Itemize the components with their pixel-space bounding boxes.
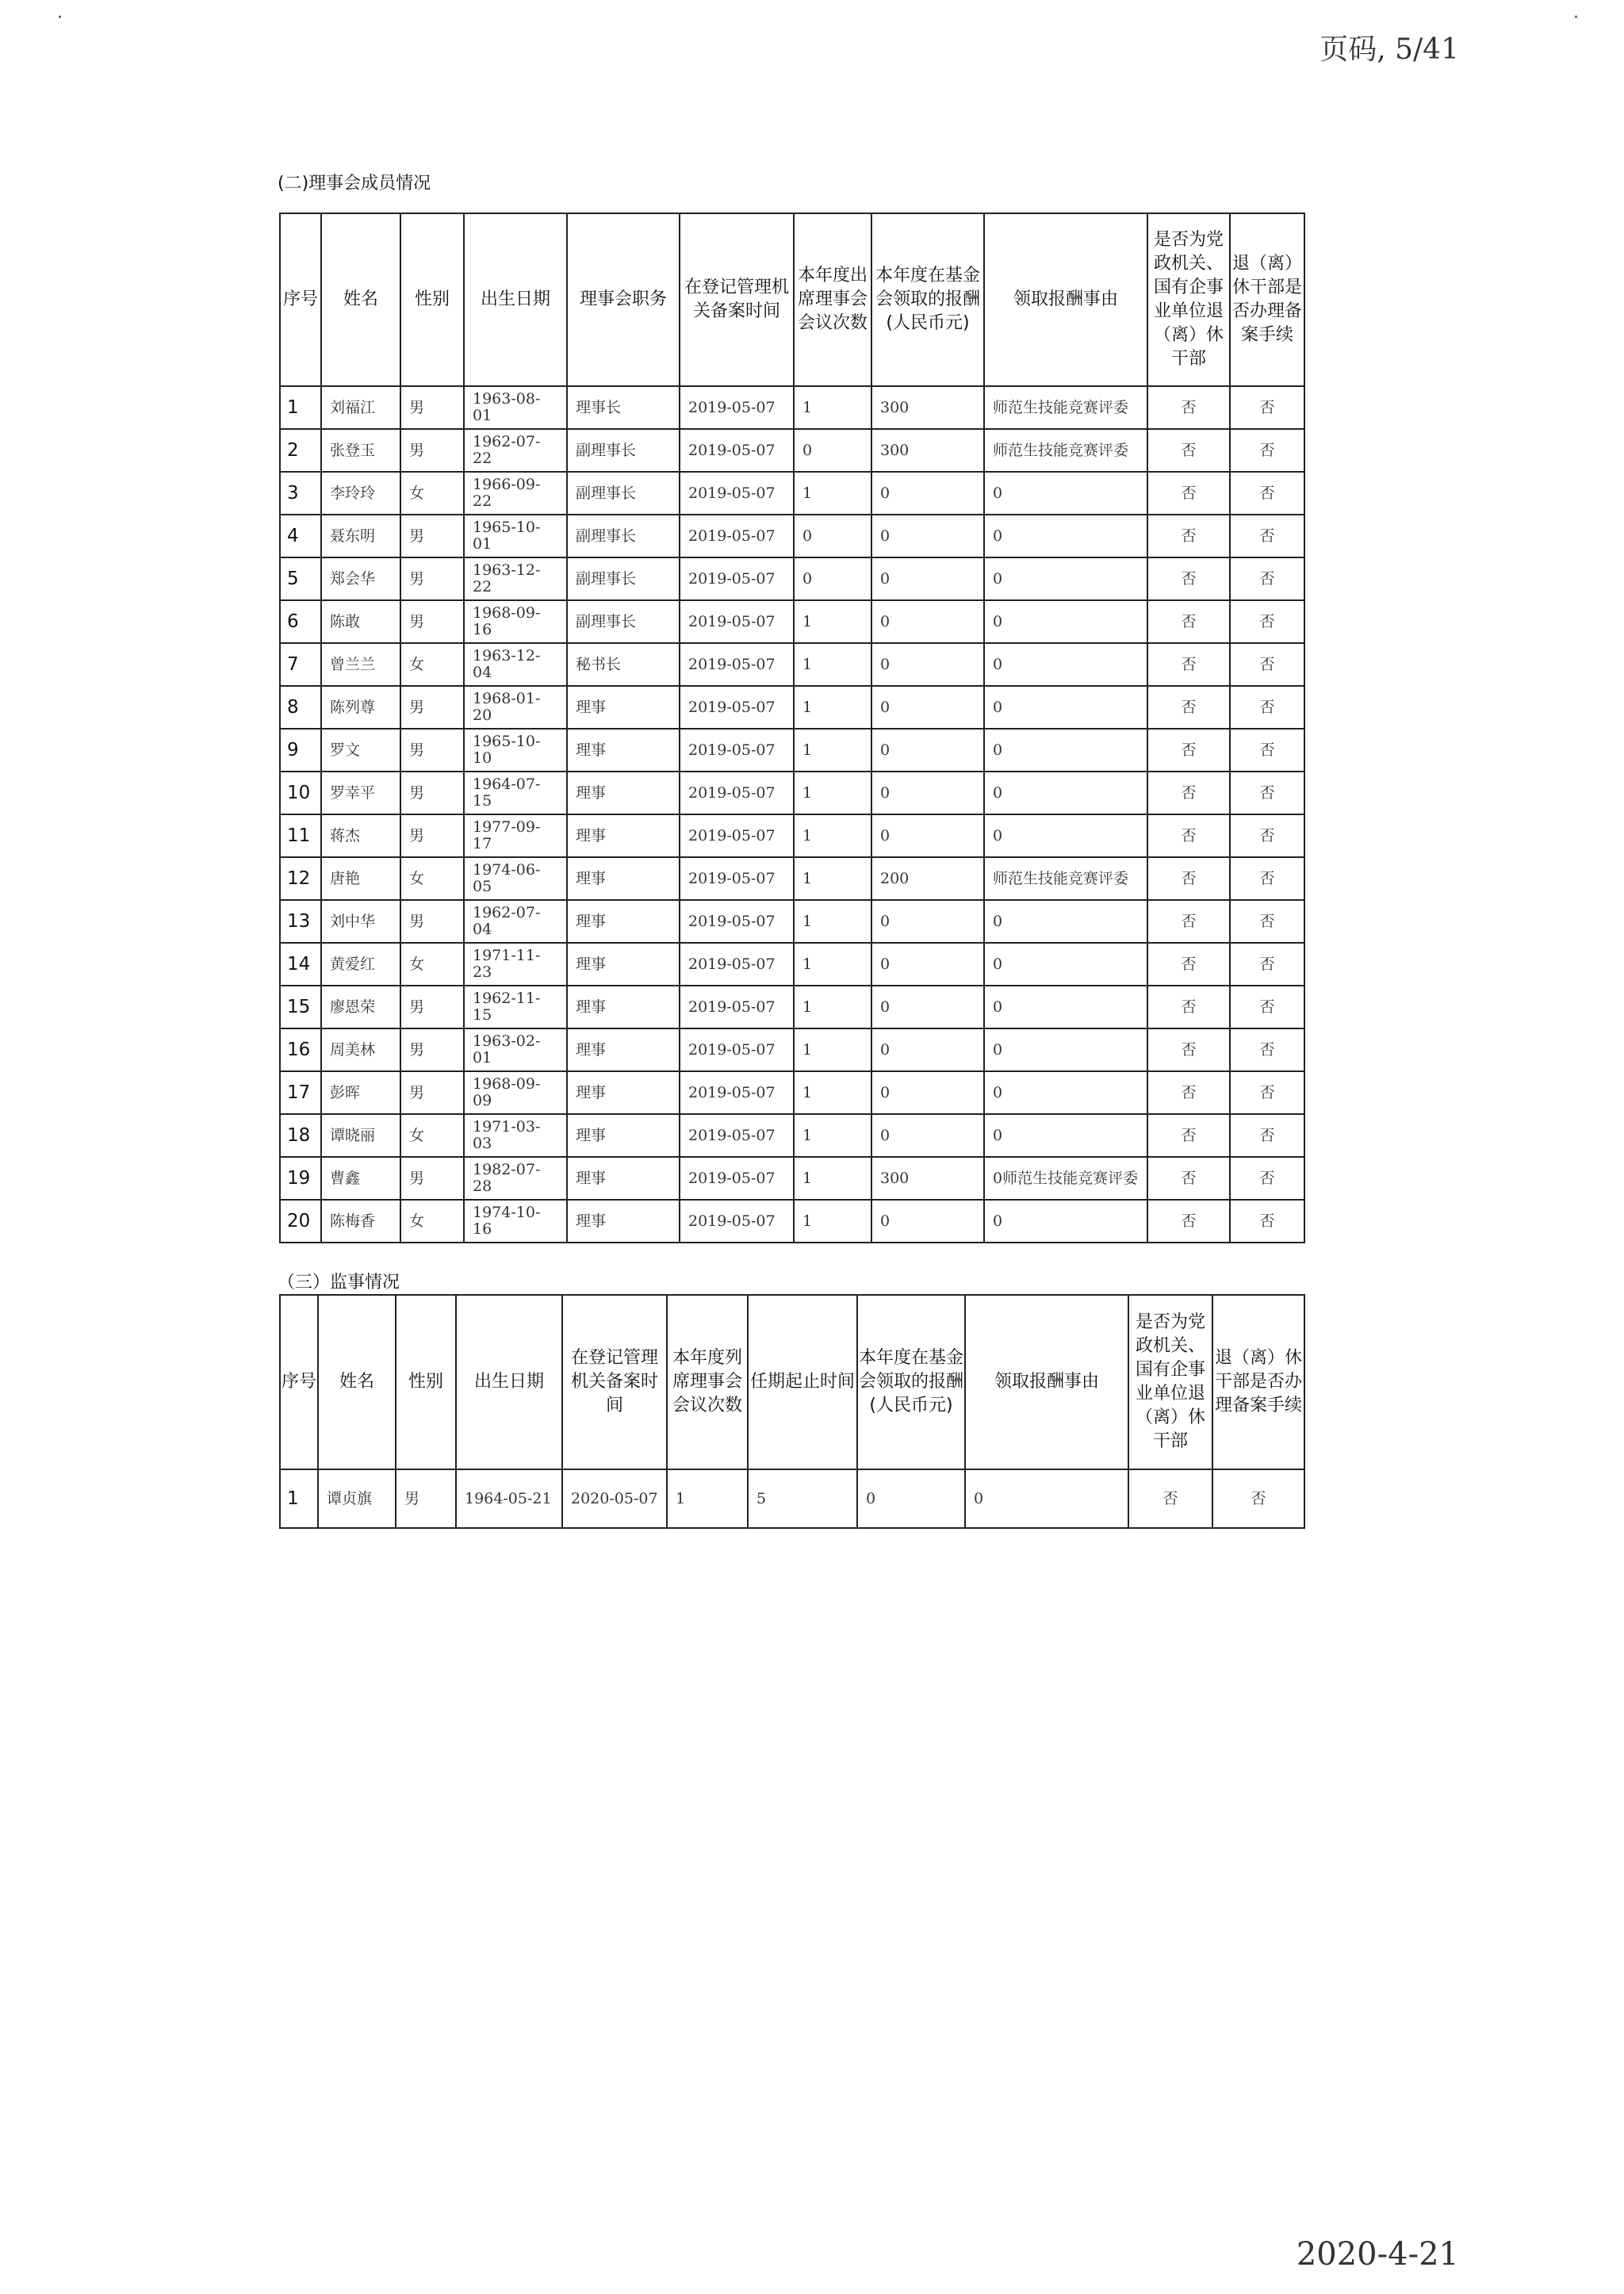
cell-pay: 0 [871,557,984,600]
cell-retired: 否 [1147,515,1230,557]
cell-role: 理事 [567,857,680,900]
cell-pay: 0 [871,900,984,943]
table-row [280,986,1304,1028]
cell-filed: 2019-05-07 [680,814,794,857]
cell-no: 19 [280,1157,321,1200]
cell-retired: 否 [1147,429,1230,472]
cell-filed: 2019-05-07 [680,900,794,943]
cell-birth: 1977-09-17 [464,814,567,857]
cell-name: 陈列尊 [321,686,400,729]
cell-reason: 0 [984,1071,1147,1114]
cell-filed: 2019-05-07 [680,986,794,1028]
cell-pay: 0 [871,1114,984,1157]
cell-filing: 否 [1230,1157,1304,1200]
cell-filed: 2019-05-07 [680,600,794,643]
column-header: 在登记管理机关备案时间 [680,213,794,386]
cell-retired: 否 [1147,943,1230,986]
column-header: 本年度在基金会领取的报酬(人民币元) [857,1295,965,1469]
cell-meetings: 1 [794,600,871,643]
scan-corner-mark: · [57,8,63,28]
cell-role: 理事 [567,900,680,943]
cell-gender: 男 [400,1157,464,1200]
cell-meetings: 1 [794,1200,871,1243]
cell-no: 10 [280,772,321,814]
table-row [280,900,1304,943]
cell-filed: 2019-05-07 [680,686,794,729]
cell-role: 理事 [567,1028,680,1071]
supervisor-header-row [280,1295,1304,1469]
cell-pay: 0 [871,943,984,986]
cell-reason: 0 [984,1028,1147,1071]
cell-gender: 女 [400,643,464,686]
cell-retired: 否 [1128,1469,1212,1528]
table-row [280,600,1304,643]
cell-reason: 0 [965,1469,1128,1528]
cell-name: 周美林 [321,1028,400,1071]
cell-filed: 2019-05-07 [680,1114,794,1157]
cell-pay: 200 [871,857,984,900]
cell-filing: 否 [1230,943,1304,986]
cell-pay: 0 [871,472,984,515]
cell-filing: 否 [1230,1114,1304,1157]
cell-filing: 否 [1230,900,1304,943]
cell-pay: 300 [871,429,984,472]
cell-reason: 0 [984,1200,1147,1243]
cell-no: 15 [280,986,321,1028]
cell-filing: 否 [1230,814,1304,857]
cell-reason: 0 [984,643,1147,686]
cell-gender: 男 [400,900,464,943]
cell-pay: 0 [871,1071,984,1114]
cell-gender: 男 [400,686,464,729]
cell-role: 秘书长 [567,643,680,686]
board-section-title: (二)理事会成员情况 [278,174,431,193]
cell-no: 5 [280,557,321,600]
cell-meetings: 1 [794,1157,871,1200]
column-header: 在登记管理机关备案时间 [562,1295,667,1469]
cell-reason: 0 [984,814,1147,857]
cell-retired: 否 [1147,600,1230,643]
cell-birth: 1971-03-03 [464,1114,567,1157]
table-row [280,1114,1304,1157]
cell-gender: 男 [400,1071,464,1114]
column-header: 出生日期 [456,1295,562,1469]
cell-retired: 否 [1147,386,1230,429]
cell-gender: 女 [400,943,464,986]
cell-name: 黄爱红 [321,943,400,986]
cell-pay: 300 [871,386,984,429]
cell-name: 蒋杰 [321,814,400,857]
cell-reason: 0 [984,686,1147,729]
cell-pay: 0 [857,1469,965,1528]
column-header: 序号 [280,213,321,386]
cell-reason: 0 [984,986,1147,1028]
column-header: 理事会职务 [567,213,680,386]
cell-gender: 男 [400,986,464,1028]
cell-meetings: 1 [794,729,871,772]
column-header: 是否为党政机关、国有企事业单位退（离）休干部 [1147,213,1230,386]
cell-meetings: 0 [794,557,871,600]
cell-no: 8 [280,686,321,729]
cell-birth: 1968-01-20 [464,686,567,729]
cell-pay: 0 [871,643,984,686]
board-header-row [280,213,1304,386]
cell-retired: 否 [1147,1071,1230,1114]
table-row [280,515,1304,557]
cell-role: 理事长 [567,386,680,429]
cell-birth: 1964-05-21 [456,1469,562,1528]
column-header: 出生日期 [464,213,567,386]
cell-filing: 否 [1230,557,1304,600]
cell-gender: 男 [400,772,464,814]
cell-no: 4 [280,515,321,557]
cell-name: 李玲玲 [321,472,400,515]
cell-retired: 否 [1147,643,1230,686]
cell-meetings: 1 [794,900,871,943]
cell-birth: 1963-08-01 [464,386,567,429]
cell-name: 曾兰兰 [321,643,400,686]
cell-name: 陈梅香 [321,1200,400,1243]
cell-filing: 否 [1230,386,1304,429]
cell-no: 14 [280,943,321,986]
cell-no: 16 [280,1028,321,1071]
cell-role: 理事 [567,1114,680,1157]
cell-role: 副理事长 [567,557,680,600]
column-header: 退（离）休干部是否办理备案手续 [1230,213,1304,386]
table-row [280,814,1304,857]
cell-role: 理事 [567,1157,680,1200]
column-header: 本年度在基金会领取的报酬(人民币元) [871,213,984,386]
cell-gender: 女 [400,472,464,515]
cell-reason: 0 [984,515,1147,557]
cell-name: 张登玉 [321,429,400,472]
cell-reason: 师范生技能竞赛评委 [984,386,1147,429]
cell-retired: 否 [1147,557,1230,600]
column-header: 领取报酬事由 [984,213,1147,386]
cell-reason: 0 [984,600,1147,643]
scan-corner-mark: · [1573,8,1579,28]
cell-filed: 2019-05-07 [680,557,794,600]
supervisor-section-title: （三）监事情况 [278,1273,400,1293]
cell-birth: 1962-07-04 [464,900,567,943]
cell-no: 18 [280,1114,321,1157]
table-row [280,943,1304,986]
cell-role: 理事 [567,772,680,814]
cell-filed: 2019-05-07 [680,943,794,986]
cell-reason: 0 [984,557,1147,600]
cell-name: 唐艳 [321,857,400,900]
cell-no: 12 [280,857,321,900]
cell-role: 副理事长 [567,600,680,643]
table-row [280,557,1304,600]
column-header: 性别 [400,213,464,386]
cell-filing: 否 [1230,515,1304,557]
cell-name: 曹鑫 [321,1157,400,1200]
cell-no: 6 [280,600,321,643]
cell-meetings: 0 [794,429,871,472]
cell-no: 3 [280,472,321,515]
cell-filing: 否 [1230,772,1304,814]
cell-meetings: 1 [794,472,871,515]
column-header: 领取报酬事由 [965,1295,1128,1469]
cell-filed: 2019-05-07 [680,857,794,900]
cell-role: 副理事长 [567,472,680,515]
table-row [280,1469,1304,1528]
cell-gender: 女 [400,857,464,900]
cell-birth: 1971-11-23 [464,943,567,986]
footer-date: 2020-4-21 [1296,2236,1459,2273]
cell-birth: 1962-07-22 [464,429,567,472]
cell-meetings: 0 [794,515,871,557]
cell-role: 理事 [567,1071,680,1114]
cell-filing: 否 [1212,1469,1304,1528]
cell-name: 聂东明 [321,515,400,557]
cell-reason: 师范生技能竞赛评委 [984,857,1147,900]
cell-name: 罗文 [321,729,400,772]
cell-pay: 0 [871,814,984,857]
cell-no: 17 [280,1071,321,1114]
cell-birth: 1982-07-28 [464,1157,567,1200]
cell-filing: 否 [1230,857,1304,900]
cell-role: 理事 [567,986,680,1028]
cell-meetings: 1 [794,857,871,900]
cell-birth: 1962-11-15 [464,986,567,1028]
column-header: 退（离）休干部是否办理备案手续 [1212,1295,1304,1469]
cell-retired: 否 [1147,1157,1230,1200]
cell-gender: 男 [400,429,464,472]
cell-reason: 0 [984,772,1147,814]
cell-gender: 男 [400,515,464,557]
board-body [280,386,1304,1243]
cell-birth: 1965-10-10 [464,729,567,772]
cell-no: 13 [280,900,321,943]
cell-meetings: 1 [794,814,871,857]
cell-birth: 1968-09-16 [464,600,567,643]
cell-filed: 2019-05-07 [680,729,794,772]
supervisor-body [280,1469,1304,1528]
cell-filing: 否 [1230,429,1304,472]
cell-reason: 0 [984,900,1147,943]
cell-gender: 男 [400,729,464,772]
table-row [280,643,1304,686]
cell-gender: 女 [400,1200,464,1243]
supervisors-table [279,1294,1305,1529]
column-header: 是否为党政机关、国有企事业单位退（离）休干部 [1128,1295,1212,1469]
cell-birth: 1966-09-22 [464,472,567,515]
cell-birth: 1963-12-04 [464,643,567,686]
cell-birth: 1974-06-05 [464,857,567,900]
table-row [280,857,1304,900]
cell-filing: 否 [1230,686,1304,729]
cell-filing: 否 [1230,643,1304,686]
cell-role: 理事 [567,1200,680,1243]
cell-filed: 2019-05-07 [680,1071,794,1114]
cell-filed: 2019-05-07 [680,643,794,686]
table-row [280,429,1304,472]
cell-gender: 男 [400,1028,464,1071]
column-header: 性别 [396,1295,456,1469]
cell-name: 陈敢 [321,600,400,643]
table-row [280,472,1304,515]
cell-name: 罗幸平 [321,772,400,814]
table-row [280,772,1304,814]
cell-birth: 1963-12-22 [464,557,567,600]
cell-gender: 男 [400,814,464,857]
cell-reason: 0 [984,943,1147,986]
cell-filing: 否 [1230,600,1304,643]
table-row [280,386,1304,429]
cell-filed: 2019-05-07 [680,1028,794,1071]
column-header: 本年度列席理事会会议次数 [667,1295,748,1469]
cell-term: 5 [748,1469,857,1528]
cell-pay: 0 [871,772,984,814]
cell-role: 理事 [567,943,680,986]
table-row [280,1157,1304,1200]
table-row [280,1071,1304,1114]
cell-retired: 否 [1147,472,1230,515]
cell-meetings: 1 [667,1469,748,1528]
cell-gender: 男 [400,557,464,600]
cell-no: 7 [280,643,321,686]
cell-retired: 否 [1147,1114,1230,1157]
cell-name: 郑会华 [321,557,400,600]
cell-pay: 0 [871,1028,984,1071]
cell-filed: 2019-05-07 [680,1200,794,1243]
cell-filed: 2019-05-07 [680,472,794,515]
cell-reason: 师范生技能竞赛评委 [984,429,1147,472]
cell-retired: 否 [1147,986,1230,1028]
cell-gender: 男 [400,600,464,643]
cell-birth: 1968-09-09 [464,1071,567,1114]
cell-filing: 否 [1230,729,1304,772]
cell-gender: 男 [400,386,464,429]
cell-meetings: 1 [794,943,871,986]
cell-retired: 否 [1147,814,1230,857]
cell-no: 1 [280,1469,318,1528]
cell-meetings: 1 [794,986,871,1028]
cell-pay: 0 [871,1200,984,1243]
cell-meetings: 1 [794,1114,871,1157]
cell-meetings: 1 [794,1071,871,1114]
table-row [280,729,1304,772]
table-row [280,686,1304,729]
cell-retired: 否 [1147,857,1230,900]
cell-filed: 2019-05-07 [680,1157,794,1200]
cell-birth: 1974-10-16 [464,1200,567,1243]
cell-filed: 2019-05-07 [680,772,794,814]
cell-gender: 男 [396,1469,456,1528]
cell-reason: 0 [984,729,1147,772]
cell-retired: 否 [1147,1028,1230,1071]
cell-name: 刘福江 [321,386,400,429]
cell-filing: 否 [1230,1028,1304,1071]
cell-name: 彭晖 [321,1071,400,1114]
cell-filing: 否 [1230,1200,1304,1243]
table-row [280,1200,1304,1243]
cell-filed: 2019-05-07 [680,386,794,429]
column-header: 姓名 [321,213,400,386]
cell-meetings: 1 [794,686,871,729]
cell-retired: 否 [1147,772,1230,814]
cell-reason: 0师范生技能竞赛评委 [984,1157,1147,1200]
cell-role: 理事 [567,686,680,729]
cell-meetings: 1 [794,643,871,686]
cell-retired: 否 [1147,729,1230,772]
cell-pay: 0 [871,729,984,772]
cell-no: 9 [280,729,321,772]
cell-no: 1 [280,386,321,429]
page-number: 页码, 5/41 [1320,33,1459,66]
board-members-table [279,213,1305,1243]
cell-meetings: 1 [794,386,871,429]
cell-pay: 0 [871,686,984,729]
column-header: 姓名 [318,1295,396,1469]
cell-pay: 0 [871,515,984,557]
table-row [280,1028,1304,1071]
cell-filed: 2019-05-07 [680,515,794,557]
cell-birth: 1965-10-01 [464,515,567,557]
cell-filing: 否 [1230,986,1304,1028]
cell-name: 廖恩荣 [321,986,400,1028]
cell-retired: 否 [1147,686,1230,729]
cell-meetings: 1 [794,1028,871,1071]
cell-retired: 否 [1147,900,1230,943]
cell-role: 副理事长 [567,515,680,557]
column-header: 序号 [280,1295,318,1469]
cell-pay: 0 [871,600,984,643]
column-header: 任期起止时间 [748,1295,857,1469]
cell-role: 副理事长 [567,429,680,472]
cell-name: 谭晓丽 [321,1114,400,1157]
cell-birth: 1964-07-15 [464,772,567,814]
cell-filed: 2020-05-07 [562,1469,667,1528]
cell-reason: 0 [984,1114,1147,1157]
cell-name: 刘中华 [321,900,400,943]
cell-no: 11 [280,814,321,857]
cell-pay: 0 [871,986,984,1028]
cell-filing: 否 [1230,1071,1304,1114]
cell-role: 理事 [567,729,680,772]
column-header: 本年度出席理事会会议次数 [794,213,871,386]
cell-no: 20 [280,1200,321,1243]
cell-filing: 否 [1230,472,1304,515]
cell-birth: 1963-02-01 [464,1028,567,1071]
cell-role: 理事 [567,814,680,857]
cell-name: 谭贞旗 [318,1469,396,1528]
cell-gender: 女 [400,1114,464,1157]
cell-no: 2 [280,429,321,472]
cell-pay: 300 [871,1157,984,1200]
cell-reason: 0 [984,472,1147,515]
cell-filed: 2019-05-07 [680,429,794,472]
cell-retired: 否 [1147,1200,1230,1243]
cell-meetings: 1 [794,772,871,814]
